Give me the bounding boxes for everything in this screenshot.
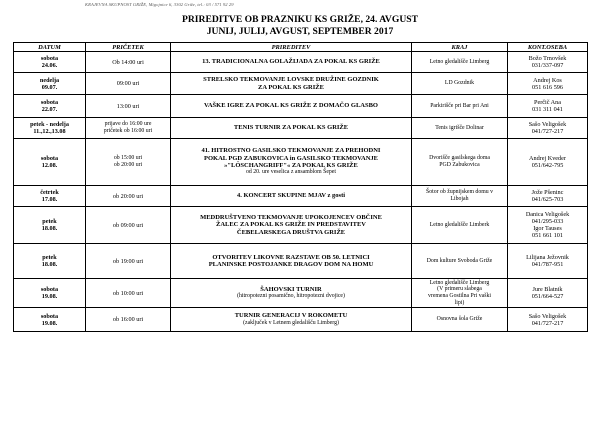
contact-cell-line: Andrej Kos — [533, 76, 562, 84]
event-cell-line: STRELSKO TEKMOVANJE LOVSKE DRUŽINE GOZDNIK — [203, 76, 379, 84]
table-row — [14, 52, 588, 73]
start-time-cell — [86, 207, 171, 244]
place-cell-line: lipi) — [454, 299, 465, 306]
table-row — [14, 207, 588, 244]
place-cell-line: Dom kulture Svoboda Griže — [426, 257, 493, 264]
place-cell-line: Tenis igrišče Dolinar — [435, 124, 484, 131]
contact-cell-line: Božo Trnovšek — [528, 55, 567, 62]
event-cell — [171, 207, 412, 244]
table-row — [14, 244, 588, 279]
place-cell — [412, 244, 508, 279]
start-time-cell-line: ob 20:00 uri — [113, 162, 143, 168]
place-cell — [412, 207, 508, 244]
date-cell — [14, 73, 86, 95]
date-cell — [14, 207, 86, 244]
place-cell — [412, 52, 508, 73]
date-cell — [14, 118, 86, 139]
place-cell-line: Letno gledališče Limberk — [429, 221, 490, 228]
date-cell-line: petek — [42, 218, 57, 225]
event-cell-line: 41. HITROSTNO GASILSKO TEKMOVANJE ZA PREHODNI — [201, 147, 381, 155]
date-cell-line: 17.08. — [41, 196, 58, 203]
contact-cell — [508, 95, 588, 118]
date-cell-line: sobota — [40, 99, 59, 106]
page-subtitle: JUNIJ, JULIJ, AVGUST, SEPTEMBER 2017 — [206, 26, 394, 37]
date-cell-line: 22.07. — [41, 106, 58, 113]
event-cell — [171, 186, 412, 207]
start-time-cell — [86, 308, 171, 332]
place-cell-line: Letno gledališče Limberg — [429, 58, 490, 65]
place-cell-line: PGD Zabukovica — [439, 162, 480, 168]
contact-cell — [508, 186, 588, 207]
event-cell-line: OTVORITEV LIKOVNE RAZSTAVE OB 50. LETNICI — [212, 253, 370, 261]
place-cell — [412, 139, 508, 186]
event-cell-line: ZA POKAL KS GRIŽE — [258, 83, 324, 91]
contact-cell-line: Perčič Ana — [534, 99, 561, 106]
contact-cell-line: Sašo Veligošek — [528, 312, 567, 320]
event-cell-line: PLANINSKE POSTOJANKE DRAGOV DOM NA HOMU — [208, 261, 374, 268]
start-time-cell-line: ob 19:00 uri — [112, 257, 144, 265]
place-cell — [412, 118, 508, 139]
start-time-cell-line: 13:00 uri — [116, 102, 140, 110]
event-cell — [171, 52, 412, 73]
place-cell — [412, 95, 508, 118]
event-cell — [171, 139, 412, 186]
event-cell-line: TENIS TURNIR ZA POKAL KS GRIŽE — [233, 124, 349, 132]
column-header-place: KRAJ — [412, 43, 508, 52]
date-cell-line: sobota — [40, 312, 59, 320]
date-cell — [14, 95, 86, 118]
contact-cell-line: 051/642-795 — [531, 162, 564, 169]
column-header-event: PRIREDITEV — [171, 43, 412, 52]
date-cell-line: 09.07. — [41, 83, 58, 91]
start-time-cell — [86, 73, 171, 95]
contact-cell-line: 041/727-217 — [531, 128, 564, 135]
contact-cell-line: 041/787-951 — [531, 261, 564, 268]
date-cell-line: 18.08. — [41, 225, 58, 232]
place-cell-line: Parkirišče pri Bar pri Ani — [430, 102, 489, 109]
contact-cell-line: Danica Veligošek — [525, 211, 570, 218]
date-cell-line: petek - nedelja — [30, 121, 69, 128]
contact-cell-line: Jože Pšeninc — [531, 189, 564, 196]
date-cell — [14, 244, 86, 279]
date-cell-line: 11.,12.,13.08 — [33, 128, 66, 135]
start-time-cell-line: ob 16:00 uri — [112, 316, 144, 323]
place-cell — [412, 279, 508, 308]
event-cell — [171, 118, 412, 139]
date-cell-line: 19.08. — [41, 319, 58, 327]
contact-cell-line: 051 616 596 — [532, 83, 563, 91]
start-time-cell-line: Ob 14:00 uri — [112, 58, 144, 66]
contact-cell-line: Andrej Kveder — [529, 155, 566, 162]
date-cell-line: 19.08. — [41, 293, 58, 300]
table-row — [14, 186, 588, 207]
date-cell-line: 24.06. — [41, 62, 58, 69]
date-cell — [14, 52, 86, 73]
date-cell-line: sobota — [40, 286, 59, 293]
start-time-cell — [86, 244, 171, 279]
start-time-cell — [86, 279, 171, 308]
contact-cell — [508, 118, 588, 139]
contact-cell — [508, 279, 588, 308]
place-cell-line: Letno gledališče Limberg — [429, 279, 490, 286]
contact-cell-line: Jure Blatnik — [532, 286, 563, 293]
event-cell-line: 4. KONCERT SKUPINE MJAV z gosti — [236, 192, 346, 200]
event-note: (zaključek v Letnem gledališču Limberg) — [243, 319, 339, 326]
date-cell — [14, 279, 86, 308]
contact-cell-line: 041/625-703 — [531, 196, 564, 203]
contact-cell-line: 031 311 041 — [532, 106, 563, 113]
place-cell-line: vremena Gostilna Pri vaški — [428, 293, 491, 299]
date-cell-line: 18.08. — [41, 261, 58, 268]
contact-cell — [508, 207, 588, 244]
event-cell-line: VAŠKE IGRE ZA POKAL KS GRIŽE Z DOMAČO GLASBO — [204, 102, 378, 110]
table-row — [14, 118, 588, 139]
start-time-cell-line: ob 09:00 uri — [112, 221, 144, 229]
table-row — [14, 73, 588, 95]
date-cell-line: sobota — [40, 55, 59, 62]
event-cell-line: ČEBELARSKEGA DRUŠTVA GRIŽE — [236, 228, 346, 236]
event-cell-line: POKAL PGD ZABUKOVICA in GASILSKO TEKMOVANJE — [203, 154, 379, 162]
start-time-cell — [86, 186, 171, 207]
contact-cell — [508, 244, 588, 279]
event-cell — [171, 279, 412, 308]
contact-cell-line: 031/337-097 — [531, 62, 564, 69]
start-time-cell-line: ob 15:00 uri — [113, 155, 143, 162]
place-cell-line: Dvorišče gasilskega doma — [429, 155, 490, 162]
start-time-cell — [86, 118, 171, 139]
start-time-cell-line: pričetek ob 16:00 uri — [103, 128, 153, 134]
contact-cell-line: Igor Tauses — [533, 225, 562, 232]
event-cell-line: »"LÖSCHANGRIFF"« ZA POKAL KS GRIŽE — [224, 162, 358, 169]
contact-cell — [508, 139, 588, 186]
table-header-row — [14, 43, 588, 52]
contact-cell-line: 051/664-527 — [531, 293, 564, 300]
contact-cell — [508, 52, 588, 73]
event-note: (hitropotezni posamično, hitropotezni dvojice) — [237, 293, 345, 299]
event-cell-line: 13. TRADICIONALNA GOLAŽIJADA ZA POKAL KS GRIŽE — [202, 58, 380, 66]
place-cell-line: Osnovna šola Griže — [436, 316, 483, 323]
place-cell — [412, 308, 508, 332]
date-cell-line: petek — [42, 254, 57, 261]
start-time-cell-line: ob 10:00 uri — [112, 289, 144, 297]
contact-cell-line: Lilijana Ježovnik — [526, 254, 569, 261]
date-cell-line: sobota — [40, 155, 59, 162]
place-cell-line: Šotor ob župnijskem domu v — [426, 189, 493, 196]
event-cell — [171, 244, 412, 279]
place-cell-line: Libojah — [450, 196, 469, 202]
table-row — [14, 139, 588, 186]
event-note: od 20. ure veselica z ansamblom Šepet — [246, 169, 336, 176]
start-time-cell-line: ob 20:00 uri — [112, 192, 144, 200]
contact-cell-line: Sašo Veligošek — [528, 121, 567, 128]
date-cell-line: četrtek — [40, 189, 59, 196]
date-cell — [14, 186, 86, 207]
start-time-cell-line: 09:00 uri — [116, 80, 140, 87]
column-header-date: DATUM — [14, 43, 86, 52]
table-row — [14, 95, 588, 118]
contact-cell — [508, 73, 588, 95]
event-cell — [171, 95, 412, 118]
event-cell — [171, 73, 412, 95]
date-cell-line: nedelja — [39, 76, 60, 84]
page-title: PRIREDITVE OB PRAZNIKU KS GRIŽE, 24. AVGUST — [182, 14, 418, 25]
start-time-cell — [86, 52, 171, 73]
event-cell-line: ŠAHOVSKI TURNIR — [260, 285, 322, 293]
place-cell — [412, 73, 508, 95]
contact-cell-line: 051 661 101 — [532, 232, 563, 239]
place-cell — [412, 186, 508, 207]
column-header-start: PRIČETEK — [86, 43, 171, 52]
event-cell-line: MEDDRUŠTVENO TEKMOVANJE UPOKOJENCEV OBČINE — [200, 213, 382, 221]
date-cell — [14, 139, 86, 186]
event-cell-line: TURNIR GENERACIJ V ROKOMETU — [234, 312, 348, 320]
date-cell — [14, 308, 86, 332]
start-time-cell — [86, 139, 171, 186]
table-row — [14, 308, 588, 332]
table-row — [14, 279, 588, 308]
column-header-contact: KONT.OSEBA — [508, 43, 588, 52]
event-cell — [171, 308, 412, 332]
contact-cell-line: 041/295-033 — [531, 218, 564, 225]
date-cell-line: 12.08. — [41, 162, 58, 169]
contact-cell — [508, 308, 588, 332]
letterhead: KRAJEVNA SKUPNOST GRIŽE, Migojnice 6, 3302 Griže, tel.: 03 / 571 92 29 — [85, 2, 234, 7]
start-time-cell — [86, 95, 171, 118]
place-cell-line: LD Gozdnik — [444, 80, 475, 87]
contact-cell-line: 041/727-217 — [531, 319, 564, 327]
events-table — [13, 42, 588, 332]
start-time-cell-line: prijave do 16:00 ure — [104, 121, 152, 128]
place-cell-line: (V primeru slabega — [437, 286, 482, 293]
event-cell-line: ŽALEC ZA POKAL KS GRIŽE IN PREDSTAVITEV — [215, 221, 367, 229]
